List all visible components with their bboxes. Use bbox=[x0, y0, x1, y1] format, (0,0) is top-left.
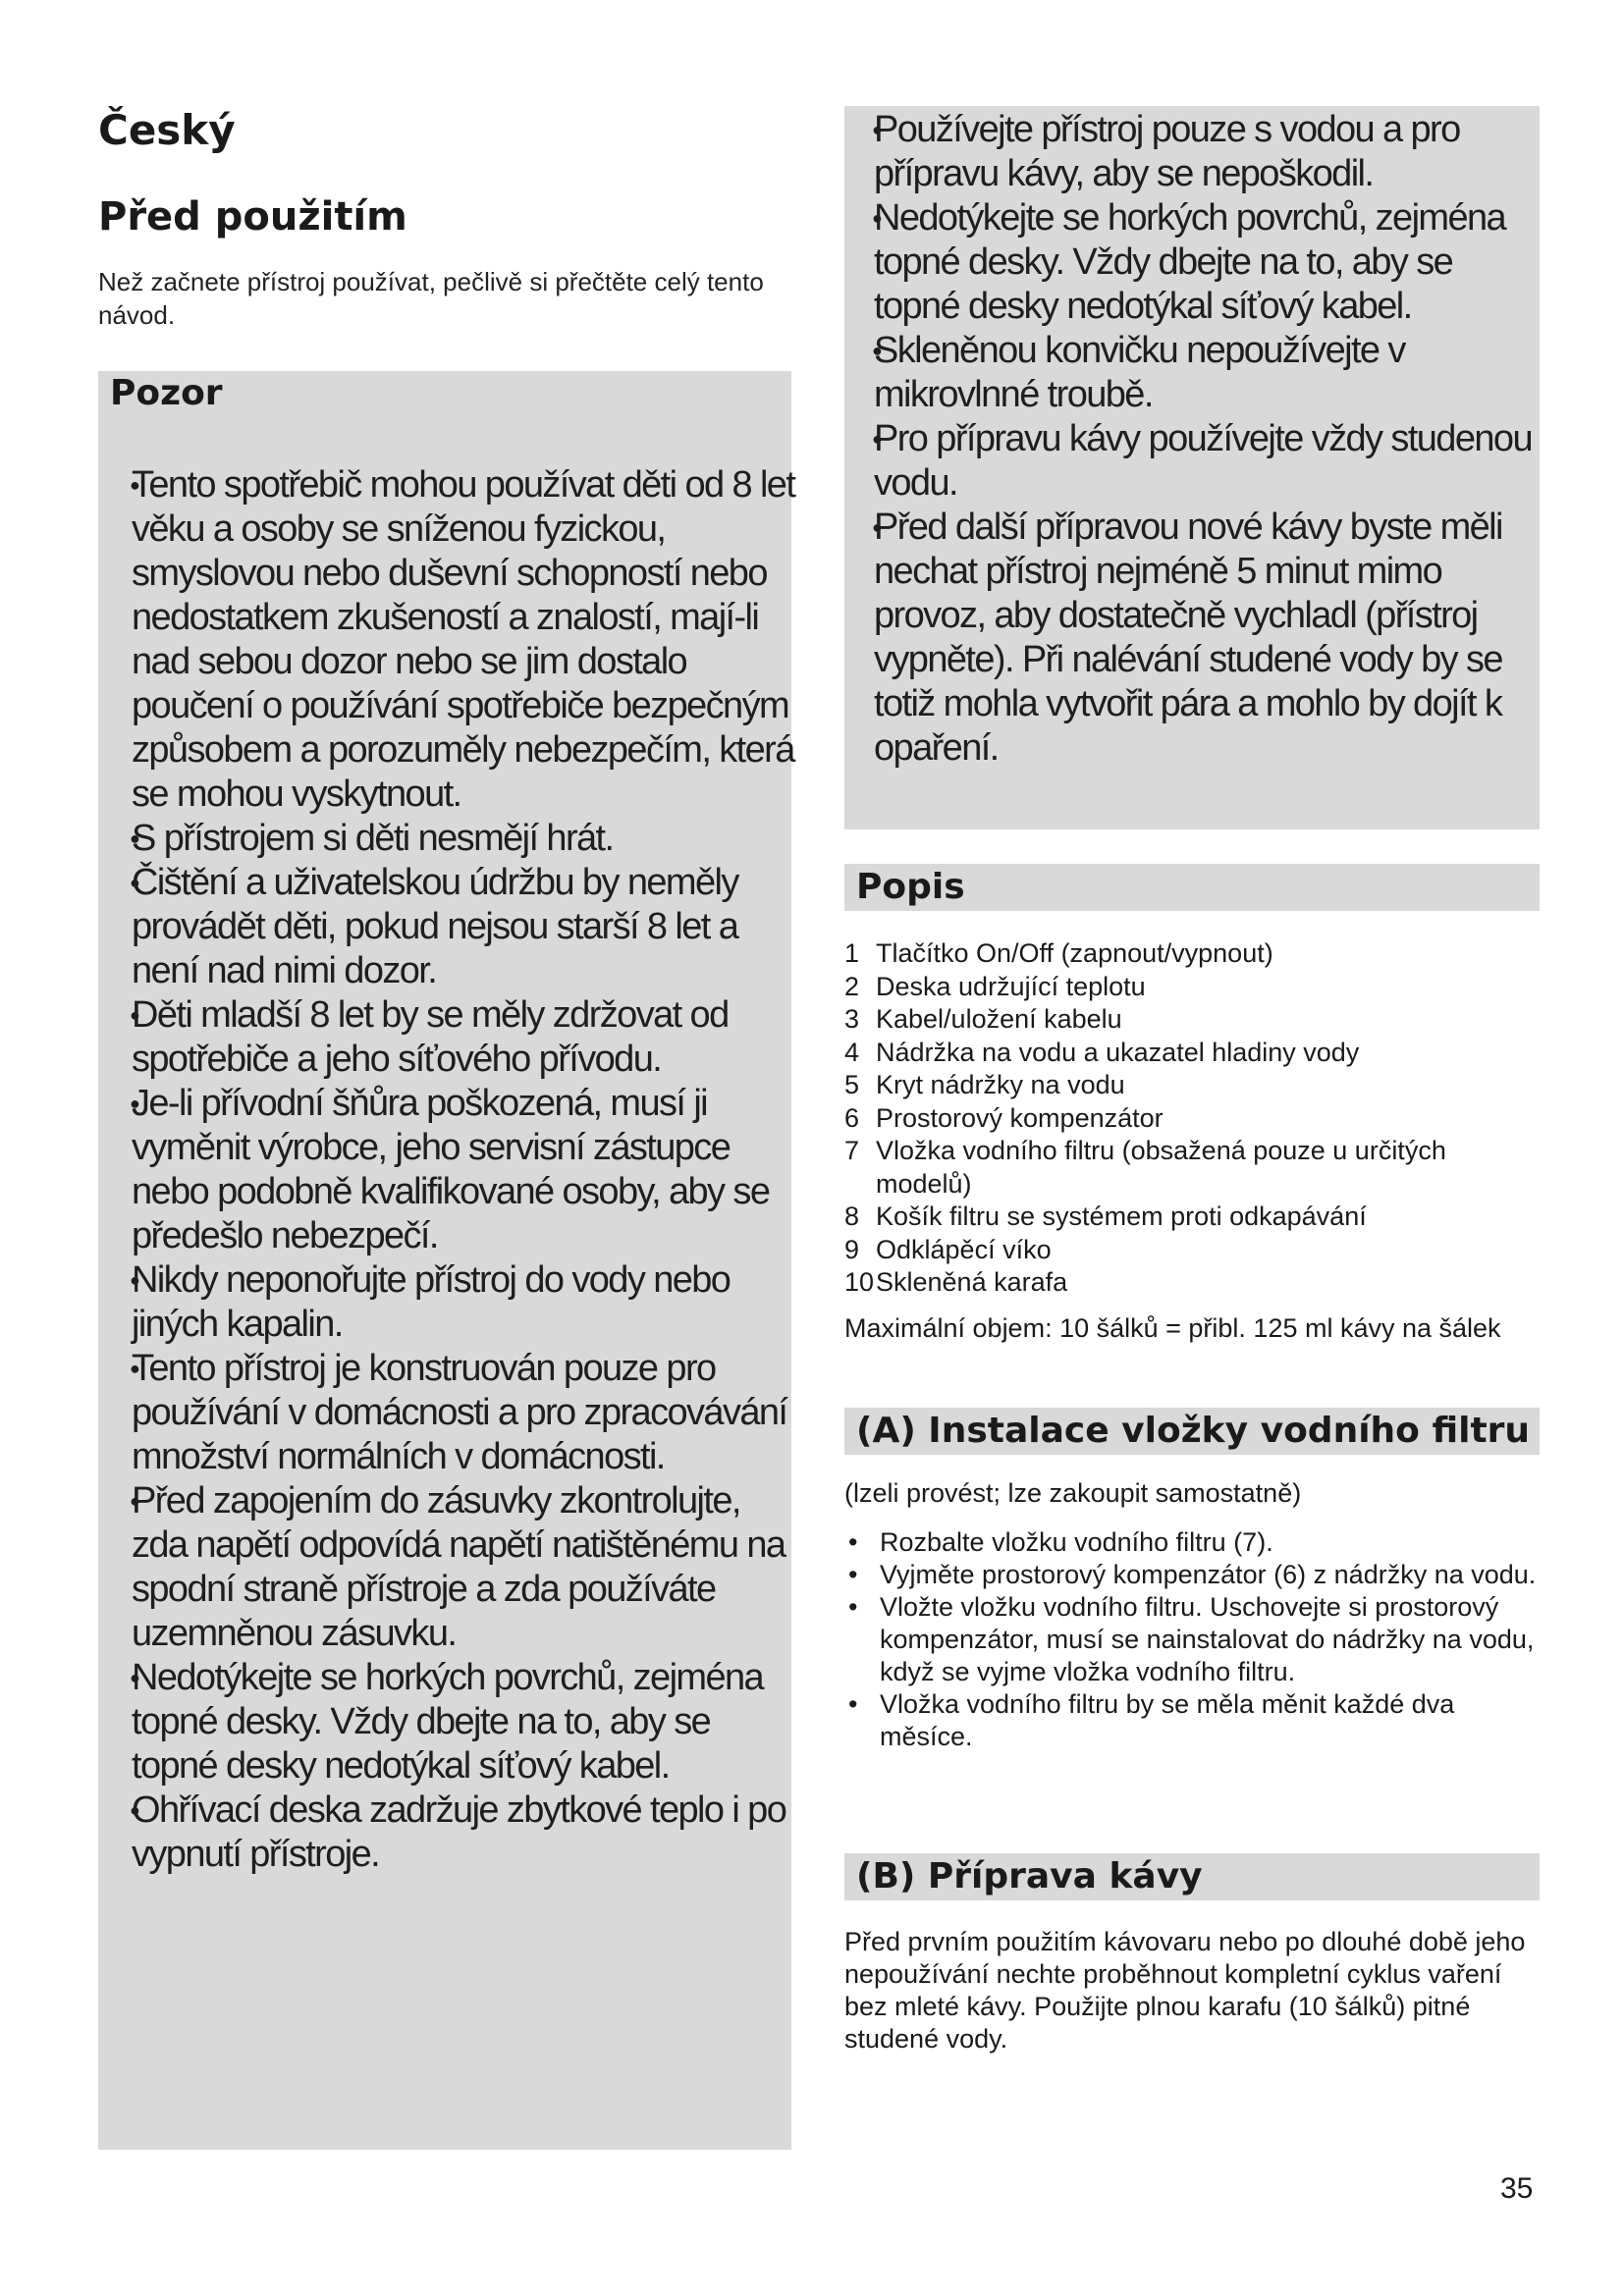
list-item bbox=[844, 1266, 1542, 1300]
list-item bbox=[844, 937, 1542, 971]
pozor-warning-box bbox=[98, 371, 795, 2150]
page-number: 35 bbox=[1500, 2172, 1534, 2205]
language-title: Český bbox=[98, 106, 236, 154]
list-item bbox=[844, 1069, 1542, 1102]
item-number: 7 bbox=[844, 1136, 860, 1165]
warning-item: ● Používejte přístroj pouze s vodou a pro přípravu kávy, aby se nepoškodil. bbox=[874, 108, 1538, 196]
item-text: Prostorový kompenzátor bbox=[876, 1102, 1164, 1133]
list-item bbox=[844, 1102, 1542, 1136]
item-number: 8 bbox=[844, 1201, 860, 1231]
item-text: Skleněná karafa bbox=[876, 1267, 1068, 1297]
item-text: Nádržka na vodu a ukazatel hladiny vody bbox=[876, 1037, 1360, 1067]
item-number: 5 bbox=[844, 1070, 860, 1099]
pozor-item: ● Je-li přívodní šňůra poškozená, musí ji vyměnit výrobce, jeho servisní zástupce nebo podobně kvalifikované osoby, aby se předešlo nebezpečí. bbox=[132, 1082, 799, 1258]
list-item: • Vložte vložku vodního filtru. Uschovejte si prostorový kompenzátor, musí se nainstalovat do nádržky na vodu, když se vyjme vložka vodního filtru. bbox=[844, 1591, 1542, 1688]
pozor-item: ● Děti mladší 8 let by se měly zdržovat od spotřebiče a jeho síťového přívodu. bbox=[132, 993, 799, 1082]
list-item bbox=[844, 1234, 1542, 1267]
pozor-item: ● Čištění a uživatelskou údržbu by neměly provádět děti, pokud nejsou starší 8 let a není nad nimi dozor. bbox=[132, 861, 799, 993]
list-item bbox=[844, 971, 1542, 1004]
list-item: • Vyjměte prostorový kompenzátor (6) z nádržky na vodu. bbox=[844, 1559, 1542, 1591]
list-item bbox=[844, 1201, 1542, 1234]
list-item: • Vložka vodního filtru by se měla měnit každé dva měsíce. bbox=[844, 1688, 1542, 1753]
item-text: Vložka vodního filtru (obsažená pouze u určitých modelů) bbox=[876, 1136, 1446, 1199]
item-text: Odklápěcí víko bbox=[876, 1234, 1052, 1264]
section-title: Před použitím bbox=[98, 194, 407, 240]
item-text: Kryt nádržky na vodu bbox=[876, 1070, 1125, 1099]
pozor-heading: Pozor bbox=[110, 373, 223, 413]
popis-heading: Popis bbox=[844, 864, 1540, 911]
item-text: Kabel/uložení kabelu bbox=[876, 1004, 1122, 1034]
item-number: 4 bbox=[844, 1037, 860, 1067]
list-item bbox=[844, 1003, 1542, 1037]
item-number: 1 bbox=[844, 938, 860, 968]
pozor-item: ● Před zapojením do zásuvky zkontrolujte, zda napětí odpovídá napětí natištěnému na spodní straně přístroje a zda používáte uzemněnou zásuvku. bbox=[132, 1479, 799, 1656]
list-item bbox=[844, 1135, 1542, 1201]
item-text: Košík filtru se systémem proti odkapávání bbox=[876, 1201, 1367, 1231]
popis-parts-list bbox=[844, 937, 1542, 1300]
instalace-steps-list bbox=[844, 1526, 1542, 1753]
right-warning-list bbox=[874, 108, 1538, 771]
pozor-item: ● Nedotýkejte se horkých povrchů, zejména topné desky. Vždy dbejte na to, aby se topné desky nedotýkal síťový kabel. bbox=[132, 1656, 799, 1789]
pozor-item: ● Tento spotřebič mohou používat děti od 8 let věku a osoby se sníženou fyzickou, smyslovou nebo duševní schopností nebo nedostatkem zkušeností a znalostí, mají-li nad sebou dozor nebo se jim dostalo poučení o používání spotřebiče bezpečným způsobem a porozuměly nebezpečím, která se mohou vyskytnout. bbox=[132, 463, 799, 817]
instalace-heading: (A) Instalace vložky vodního filtru bbox=[844, 1408, 1540, 1455]
item-number: 10 bbox=[844, 1267, 875, 1297]
instalace-note: (lzeli provést; lze zakoupit samostatně) bbox=[844, 1478, 1302, 1508]
pozor-list bbox=[132, 463, 799, 1877]
warning-item: ● Pro přípravu kávy používejte vždy studenou vodu. bbox=[874, 417, 1538, 506]
pozor-item: ● Ohřívací deska zadržuje zbytkové teplo i po vypnutí přístroje. bbox=[132, 1789, 799, 1877]
priprava-text: Před prvním použitím kávovaru nebo po dlouhé době jeho nepoužívání nechte proběhnout kompletní cyklus vaření bez mleté kávy. Použijte plnou karafu (10 šálků) pitné studené vody. bbox=[844, 1927, 1526, 2054]
item-number: 9 bbox=[844, 1234, 860, 1264]
pozor-item: ● Tento přístroj je konstruován pouze pro používání v domácnosti a pro zpracovávání množství normálních v domácnosti. bbox=[132, 1347, 799, 1479]
warning-item: ● Nedotýkejte se horkých povrchů, zejména topné desky. Vždy dbejte na to, aby se topné desky nedotýkal síťový kabel. bbox=[874, 196, 1538, 329]
intro-text: Než začnete přístroj používat, pečlivě si přečtěte celý tento návod. bbox=[98, 267, 764, 330]
warning-item: ● Skleněnou konvičku nepoužívejte v mikrovlnné troubě. bbox=[874, 329, 1538, 417]
item-text: Tlačítko On/Off (zapnout/vypnout) bbox=[876, 938, 1273, 968]
pozor-item: ● Nikdy neponořujte přístroj do vody nebo jiných kapalin. bbox=[132, 1258, 799, 1347]
pozor-item: ● S přístrojem si děti nesmějí hrát. bbox=[132, 817, 799, 861]
item-number: 6 bbox=[844, 1102, 860, 1133]
item-number: 2 bbox=[844, 971, 860, 1001]
list-item bbox=[844, 1037, 1542, 1070]
priprava-heading: (B) Příprava kávy bbox=[844, 1853, 1540, 1900]
list-item: • Rozbalte vložku vodního filtru (7). bbox=[844, 1526, 1542, 1559]
warning-item: ● Před další přípravou nové kávy byste měli nechat přístroj nejméně 5 minut mimo provoz, aby dostatečně vychladl (přístroj vypněte). Při nalévání studené vody by se totiž mohla vytvořit pára a mohlo by dojít k opaření. bbox=[874, 506, 1538, 771]
capacity-text: Maximální objem: 10 šálků = přibl. 125 ml kávy na šálek bbox=[844, 1313, 1501, 1343]
item-text: Deska udržující teplotu bbox=[876, 971, 1146, 1001]
item-number: 3 bbox=[844, 1004, 860, 1034]
right-warning-box bbox=[844, 106, 1540, 829]
